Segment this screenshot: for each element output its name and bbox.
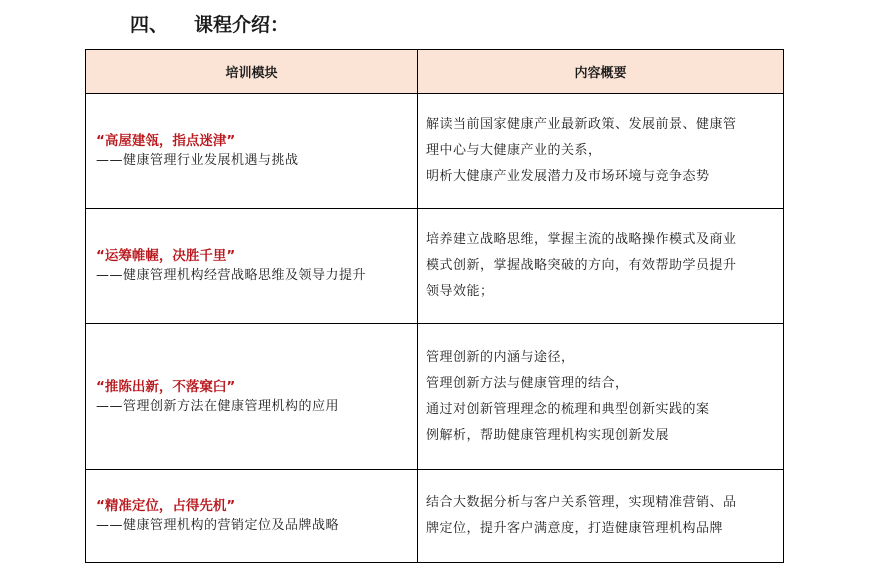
module-subtitle: ——健康管理机构的营销定位及品牌战略 (96, 518, 340, 533)
content-line: 模式创新，掌握战略突破的方向，有效帮助学员提升 (426, 258, 737, 273)
content-line: 管理创新方法与健康管理的结合， (426, 375, 629, 391)
table-header-row (86, 50, 784, 94)
content-cell (418, 324, 784, 470)
section-heading (130, 8, 289, 38)
table-row (86, 470, 784, 563)
module-cell (86, 94, 418, 209)
content-line: 理中心与大健康产业的关系， (426, 143, 602, 158)
table-row (86, 324, 784, 470)
content-line: 通过对创新管理理念的梳理和典型创新实践的案 (426, 401, 710, 417)
section-title: 课程介绍： (194, 13, 290, 36)
content-line: 明析大健康产业发展潜力及市场环境与竞争态势 (426, 169, 710, 184)
table-row (86, 209, 784, 324)
module-subtitle: ——健康管理行业发展机遇与挑战 (96, 153, 299, 168)
header-content: 内容概要 (418, 50, 784, 94)
module-cell (86, 324, 418, 470)
header-module: 培训模块 (86, 50, 418, 94)
content-cell (418, 470, 784, 563)
module-title: “推陈出新，不落窠臼” (96, 378, 236, 395)
content-line: 结合大数据分析与客户关系管理，实现精准营销、品 (426, 495, 737, 510)
module-subtitle: ——管理创新方法在健康管理机构的应用 (96, 398, 340, 414)
content-cell (418, 209, 784, 324)
content-cell (418, 94, 784, 209)
module-cell (86, 209, 418, 324)
content-line: 领导效能； (426, 284, 494, 299)
content-line: 培养建立战略思维，掌握主流的战略操作模式及商业 (426, 232, 737, 247)
section-number: 四、 (130, 13, 169, 36)
module-title: “运筹帷幄，决胜千里” (96, 248, 236, 264)
module-subtitle: ——健康管理机构经营战略思维及领导力提升 (96, 268, 367, 283)
content-line: 例解析，帮助健康管理机构实现创新发展 (426, 427, 670, 443)
content-line: 管理创新的内涵与途径， (426, 349, 575, 365)
module-title: “精准定位，占得先机” (96, 498, 236, 514)
content-line: 牌定位，提升客户满意度，打造健康管理机构品牌 (426, 521, 724, 536)
content-line: 解读当前国家健康产业最新政策、发展前景、健康管 (426, 117, 737, 132)
table-row (86, 94, 784, 209)
module-title: “高屋建瓴，指点迷津” (96, 133, 236, 149)
module-cell (86, 470, 418, 563)
course-table (85, 49, 784, 563)
